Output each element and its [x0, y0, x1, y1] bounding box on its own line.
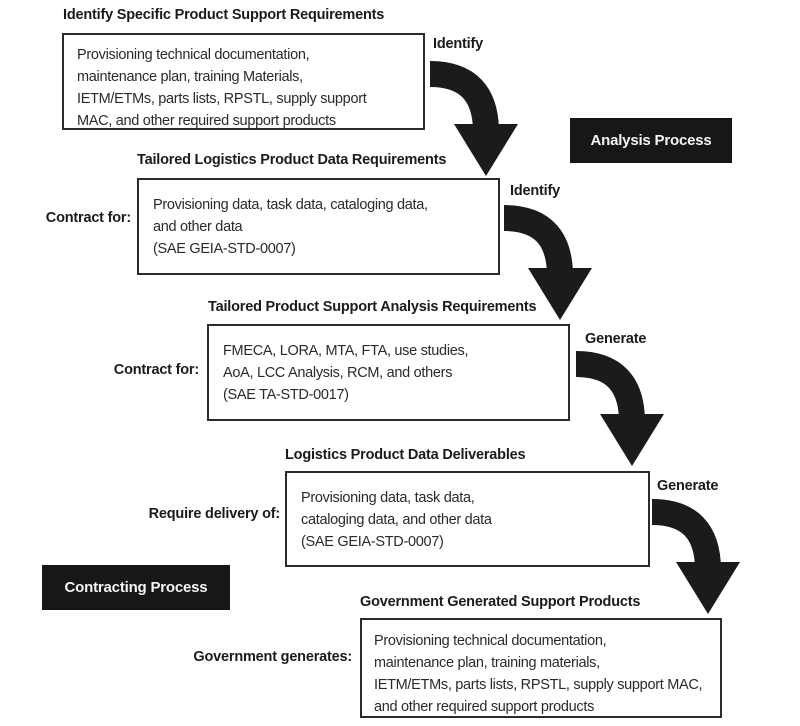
- contracting-process-badge: Contracting Process: [42, 565, 230, 610]
- stage2-side-label: Contract for:: [45, 210, 131, 226]
- stage2-title: Tailored Logistics Product Data Requirements: [137, 152, 447, 168]
- stage3-side-label: Contract for:: [113, 362, 199, 378]
- stage5-title: Government Generated Support Products: [360, 594, 641, 610]
- stage5-box-line: and other required support products: [374, 699, 595, 715]
- stage1-arrow-label: Identify: [433, 36, 483, 52]
- stage4-title: Logistics Product Data Deliverables: [285, 447, 526, 463]
- stage4-box-line: Provisioning data, task data,: [301, 490, 475, 506]
- stage2-box-line: Provisioning data, task data, cataloging data,: [153, 197, 428, 213]
- stage1-box: [62, 33, 425, 130]
- stage1-box-line: IETM/ETMs, parts lists, RPSTL, supply support: [77, 91, 367, 107]
- stage2-arrow-label: Identify: [510, 183, 560, 199]
- stage5-box-line: IETM/ETMs, parts lists, RPSTL, supply support MAC,: [374, 677, 703, 693]
- stage3-box-line: FMECA, LORA, MTA, FTA, use studies,: [223, 343, 469, 359]
- stage1-title: Identify Specific Product Support Requirements: [63, 7, 385, 23]
- stage1-box-line: MAC, and other required support products: [77, 113, 336, 129]
- stage2-box: [137, 178, 500, 275]
- curved-arrow-icon: [650, 496, 745, 618]
- stage3-box-line: AoA, LCC Analysis, RCM, and others: [223, 365, 453, 381]
- stage3-box-line: (SAE TA-STD-0017): [223, 387, 349, 403]
- analysis-process-badge: Analysis Process: [570, 118, 732, 163]
- stage4-side-label: Require delivery of:: [148, 506, 280, 522]
- stage4-arrow-label: Generate: [657, 478, 719, 494]
- stage5-side-label: Government generates:: [193, 649, 352, 665]
- stage3-arrow-label: Generate: [585, 331, 647, 347]
- stage4-box-line: cataloging data, and other data: [301, 512, 492, 528]
- stage5-box-line: Provisioning technical documentation,: [374, 633, 607, 649]
- stage2-box-line: and other data: [153, 219, 243, 235]
- curved-arrow-icon: [574, 348, 669, 470]
- stage2-box-line: (SAE GEIA-STD-0007): [153, 241, 296, 257]
- stage5-box: [360, 618, 722, 718]
- stage4-box: [285, 471, 650, 567]
- stage1-box-line: Provisioning technical documentation,: [77, 47, 310, 63]
- stage3-box: [207, 324, 570, 421]
- stage3-title: Tailored Product Support Analysis Requirements: [208, 299, 537, 315]
- stage1-box-line: maintenance plan, training Materials,: [77, 69, 303, 85]
- stage4-box-line: (SAE GEIA-STD-0007): [301, 534, 444, 550]
- stage5-box-line: maintenance plan, training materials,: [374, 655, 600, 671]
